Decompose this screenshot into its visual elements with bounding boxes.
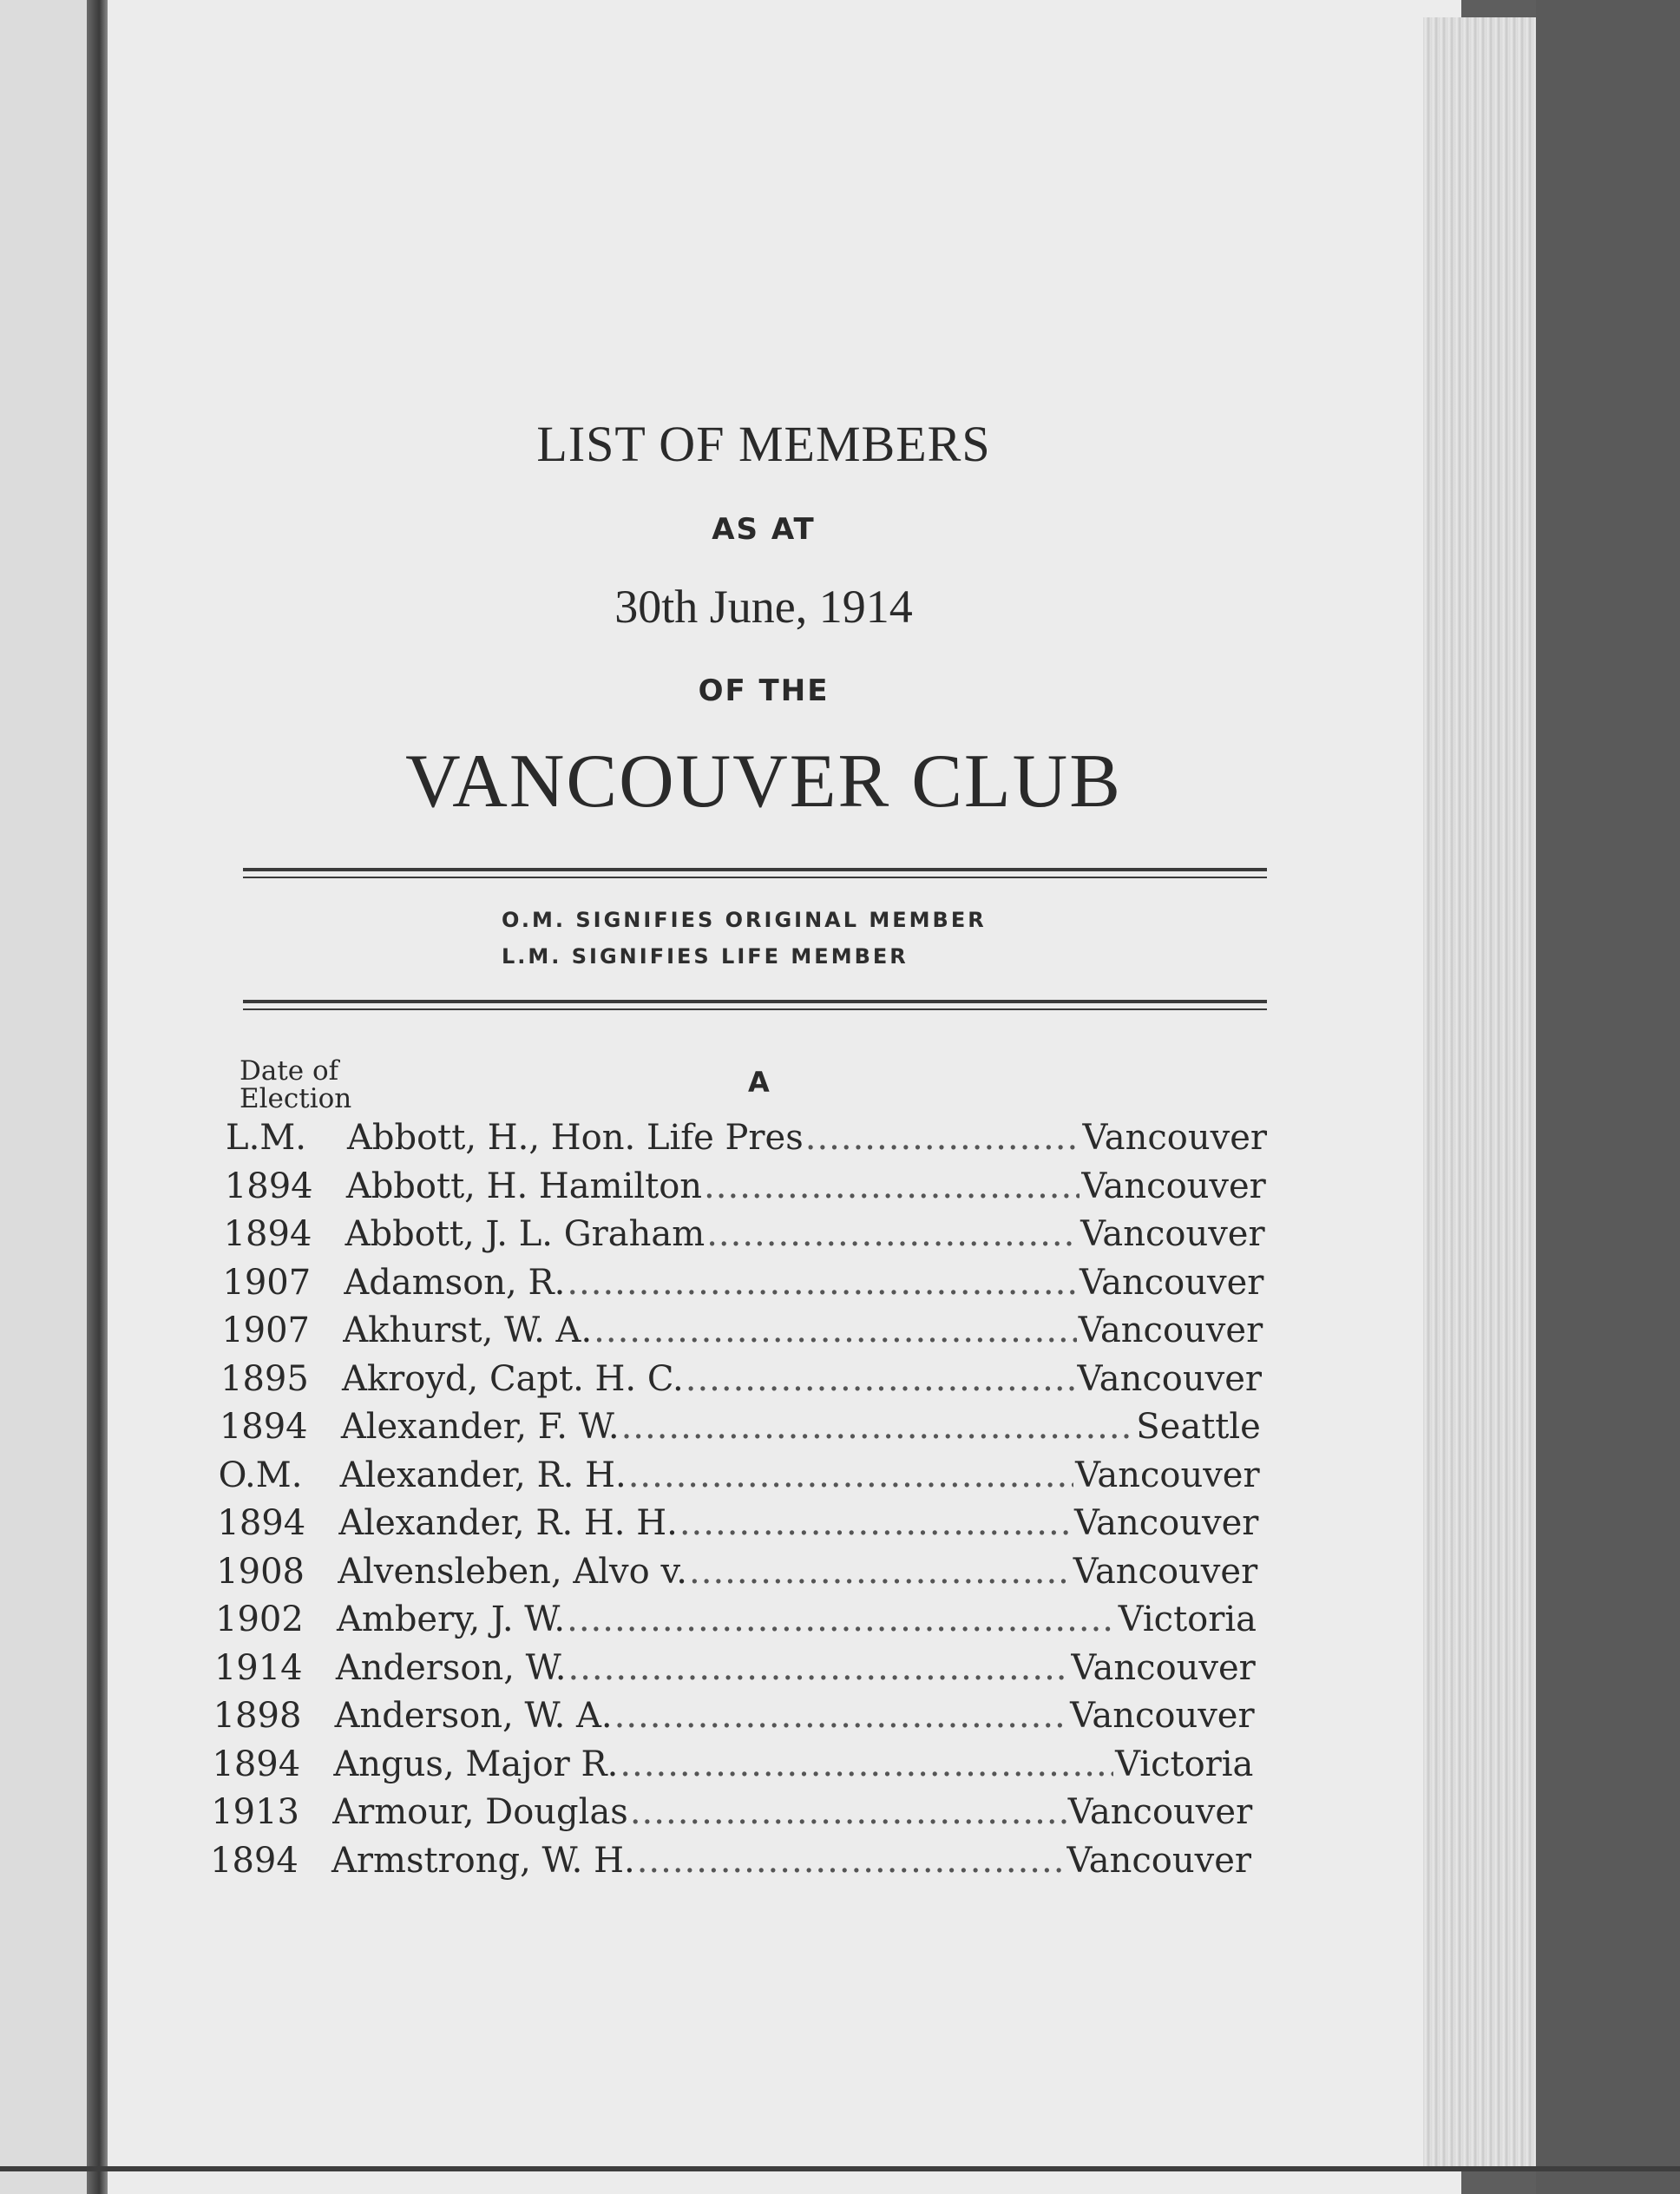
member-election-date: 1898	[213, 1696, 302, 1736]
member-city: Victoria	[1115, 1744, 1254, 1784]
member-city: Vancouver	[1071, 1647, 1256, 1688]
member-row	[224, 1214, 1265, 1263]
member-election-date: 1894	[212, 1744, 301, 1784]
member-row	[217, 1503, 1258, 1552]
leader-dots	[637, 1841, 1066, 1881]
member-list	[210, 1118, 1267, 1889]
left-margin	[0, 0, 95, 2194]
leader-dots	[686, 1359, 1076, 1399]
member-row	[220, 1407, 1261, 1455]
member-election-date: 1913	[211, 1792, 299, 1832]
member-election-date: O.M.	[218, 1455, 303, 1495]
leader-dots	[679, 1503, 1073, 1543]
member-election-date: 1894	[210, 1840, 299, 1881]
leader-dots	[805, 1118, 1081, 1158]
member-name: Abbott, H. Hamilton	[345, 1166, 703, 1206]
member-name: Abbott, J. L. Graham	[345, 1214, 705, 1254]
title-list-of-members: LIST OF MEMBERS	[536, 416, 991, 472]
title-club-name: VANCOUVER CLUB	[405, 739, 1122, 824]
member-city: Vancouver	[1079, 1262, 1264, 1303]
member-row	[210, 1841, 1251, 1889]
member-name: Anderson, W. A.	[334, 1696, 613, 1736]
date-label-line1: Date of	[240, 1055, 339, 1087]
member-election-date: 1902	[215, 1600, 304, 1639]
member-city: Vancouver	[1082, 1118, 1267, 1158]
leader-dots	[621, 1407, 1135, 1447]
divider-bottom	[243, 1000, 1267, 1010]
member-name: Alexander, R. H.	[339, 1455, 627, 1495]
member-election-date: 1894	[219, 1407, 308, 1447]
leader-dots	[628, 1455, 1073, 1495]
member-city: Seattle	[1136, 1407, 1261, 1447]
book-spine	[87, 0, 108, 2194]
leader-dots	[567, 1263, 1078, 1303]
title-as-at: AS AT	[712, 512, 816, 547]
member-name: Adamson, R.	[344, 1262, 566, 1303]
member-city: Vancouver	[1066, 1840, 1251, 1881]
member-name: Abbott, H., Hon. Life Pres	[347, 1118, 804, 1158]
member-row	[221, 1310, 1263, 1359]
member-election-date: 1908	[216, 1551, 305, 1592]
member-election-date: 1907	[221, 1310, 310, 1350]
member-row	[213, 1696, 1255, 1744]
leader-dots	[704, 1166, 1080, 1206]
page-edges	[1423, 17, 1536, 2170]
member-row	[226, 1118, 1267, 1166]
divider-top	[243, 868, 1267, 878]
member-name: Anderson, W.	[335, 1647, 567, 1688]
member-row	[211, 1792, 1252, 1841]
member-name: Armour, Douglas	[332, 1792, 628, 1832]
member-city: Vancouver	[1080, 1214, 1265, 1254]
leader-dots	[689, 1552, 1072, 1592]
member-name: Armstrong, W. H.	[331, 1840, 635, 1881]
member-city: Victoria	[1118, 1600, 1257, 1639]
right-background	[1536, 0, 1680, 2194]
member-row	[212, 1744, 1253, 1793]
section-letter: A	[748, 1066, 770, 1099]
member-election-date: 1894	[224, 1166, 313, 1206]
bottom-border	[0, 2166, 1680, 2171]
member-city: Vancouver	[1073, 1503, 1259, 1543]
member-name: Ambery, J. W.	[337, 1600, 566, 1639]
member-name: Alexander, F. W.	[340, 1407, 620, 1447]
member-row	[220, 1359, 1262, 1408]
member-name: Alexander, R. H. H.	[338, 1503, 678, 1543]
member-city: Vancouver	[1070, 1696, 1255, 1736]
member-election-date: 1895	[220, 1358, 309, 1399]
member-row	[222, 1263, 1263, 1311]
date-label-line2: Election	[240, 1083, 352, 1114]
leader-dots	[620, 1744, 1113, 1784]
leader-dots	[594, 1310, 1077, 1350]
member-city: Vancouver	[1077, 1358, 1262, 1399]
member-election-date: L.M.	[226, 1118, 306, 1158]
legend-life-member: L.M. SIGNIFIES LIFE MEMBER	[502, 944, 909, 969]
member-city: Vancouver	[1075, 1455, 1260, 1495]
leader-dots	[568, 1648, 1070, 1688]
leader-dots	[630, 1792, 1066, 1832]
member-row	[225, 1166, 1266, 1215]
member-city: Vancouver	[1073, 1551, 1258, 1592]
member-name: Akroyd, Capt. H. C.	[342, 1358, 684, 1399]
member-name: Alvensleben, Alvo v.	[338, 1551, 688, 1592]
member-name: Angus, Major R.	[333, 1744, 619, 1784]
leader-dots	[706, 1214, 1079, 1254]
member-election-date: 1894	[217, 1503, 306, 1543]
title-date: 30th June, 1914	[614, 581, 913, 633]
member-city: Vancouver	[1078, 1310, 1263, 1350]
member-row	[214, 1648, 1256, 1697]
member-row	[219, 1455, 1260, 1504]
member-row	[216, 1552, 1257, 1600]
member-city: Vancouver	[1067, 1792, 1253, 1832]
legend-original-member: O.M. SIGNIFIES ORIGINAL MEMBER	[502, 908, 987, 932]
leader-dots	[567, 1600, 1117, 1639]
title-of-the: OF THE	[698, 673, 830, 708]
date-of-election-header	[240, 1057, 351, 1113]
member-city: Vancouver	[1081, 1166, 1266, 1206]
member-name: Akhurst, W. A.	[343, 1310, 593, 1350]
leader-dots	[614, 1696, 1069, 1736]
member-election-date: 1914	[213, 1647, 303, 1688]
member-election-date: 1894	[223, 1214, 312, 1254]
member-election-date: 1907	[222, 1262, 312, 1303]
member-row	[215, 1600, 1257, 1648]
